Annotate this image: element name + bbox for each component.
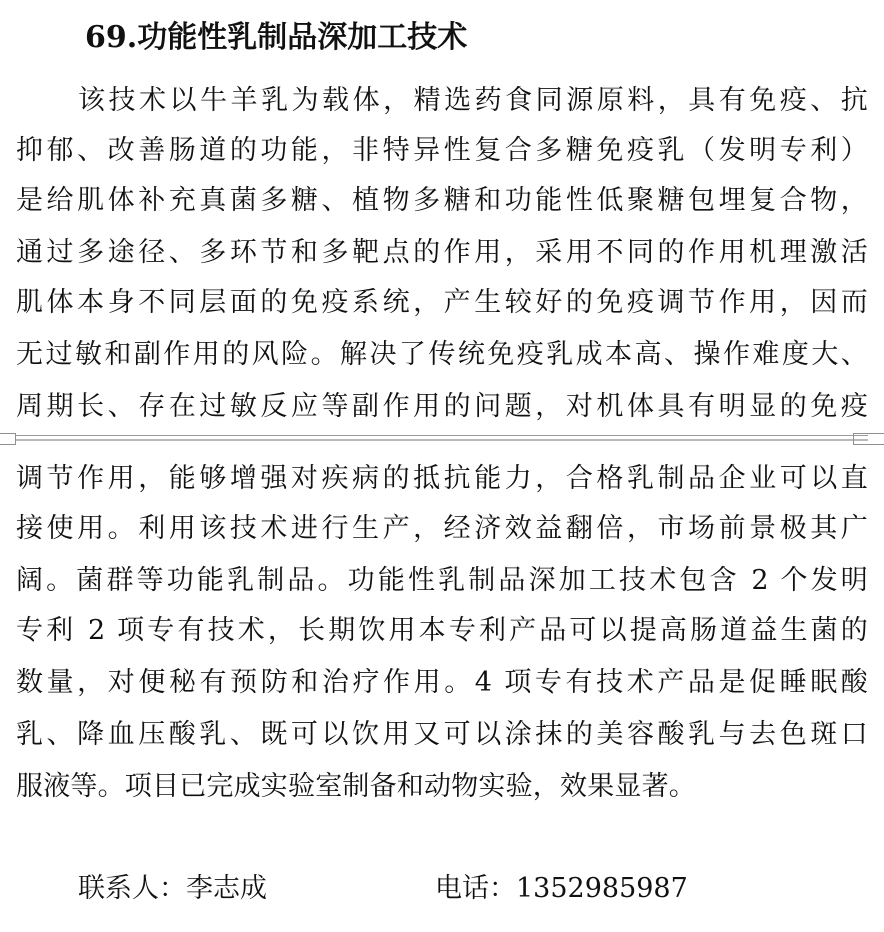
paragraph-line-8: 调节作用，能够增强对疾病的抵抗能力，合格乳制品企业可以直 [16,463,868,494]
paragraph-line-5: 肌体本身不同层面的免疫系统，产生较好的免疫调节作用，因而 [16,287,868,318]
page-break-line-top [16,435,868,436]
page-break-gap [0,442,884,452]
paragraph-line-10: 阔。菌群等功能乳制品。功能性乳制品深加工技术包含 2 个发明 [16,565,868,596]
left-page-corner-marker [0,433,16,445]
paragraph-line-6: 无过敏和副作用的风险。解决了传统免疫乳成本高、操作难度大、 [16,339,868,370]
page-break-separator [0,432,884,452]
paragraph-line-12: 数量，对便秘有预防和治疗作用。4 项专有技术产品是促睡眠酸 [16,667,868,698]
contact-phone: 电话：1352985987 [435,873,688,904]
paragraph-line-7: 周期长、存在过敏反应等副作用的问题，对机体具有明显的免疫 [16,391,868,422]
paragraph-line-11: 专利 2 项专有技术，长期饮用本专利产品可以提高肠道益生菌的 [16,615,868,646]
document-title: 69.功能性乳制品深加工技术 [85,20,468,55]
paragraph-line-14: 服液等。项目已完成实验室制备和动物实验，效果显著。 [16,771,696,802]
right-page-corner-marker [853,433,884,445]
paragraph-line-2: 抑郁、改善肠道的功能，非特异性复合多糖免疫乳（发明专利） [16,135,868,166]
paragraph-line-4: 通过多途径、多环节和多靶点的作用，采用不同的作用机理激活 [16,237,868,268]
paragraph-line-3: 是给肌体补充真菌多糖、植物多糖和功能性低聚糖包埋复合物， [16,185,868,216]
page-break-line-bottom [16,439,868,441]
paragraph-line-13: 乳、降血压酸乳、既可以饮用又可以涂抹的美容酸乳与去色斑口 [16,719,868,750]
paragraph-line-1: 该技术以牛羊乳为载体，精选药食同源原料，具有免疫、抗 [78,85,868,116]
paragraph-line-9: 接使用。利用该技术进行生产，经济效益翻倍，市场前景极其广 [16,513,868,544]
contact-person: 联系人：李志成 [78,873,267,904]
